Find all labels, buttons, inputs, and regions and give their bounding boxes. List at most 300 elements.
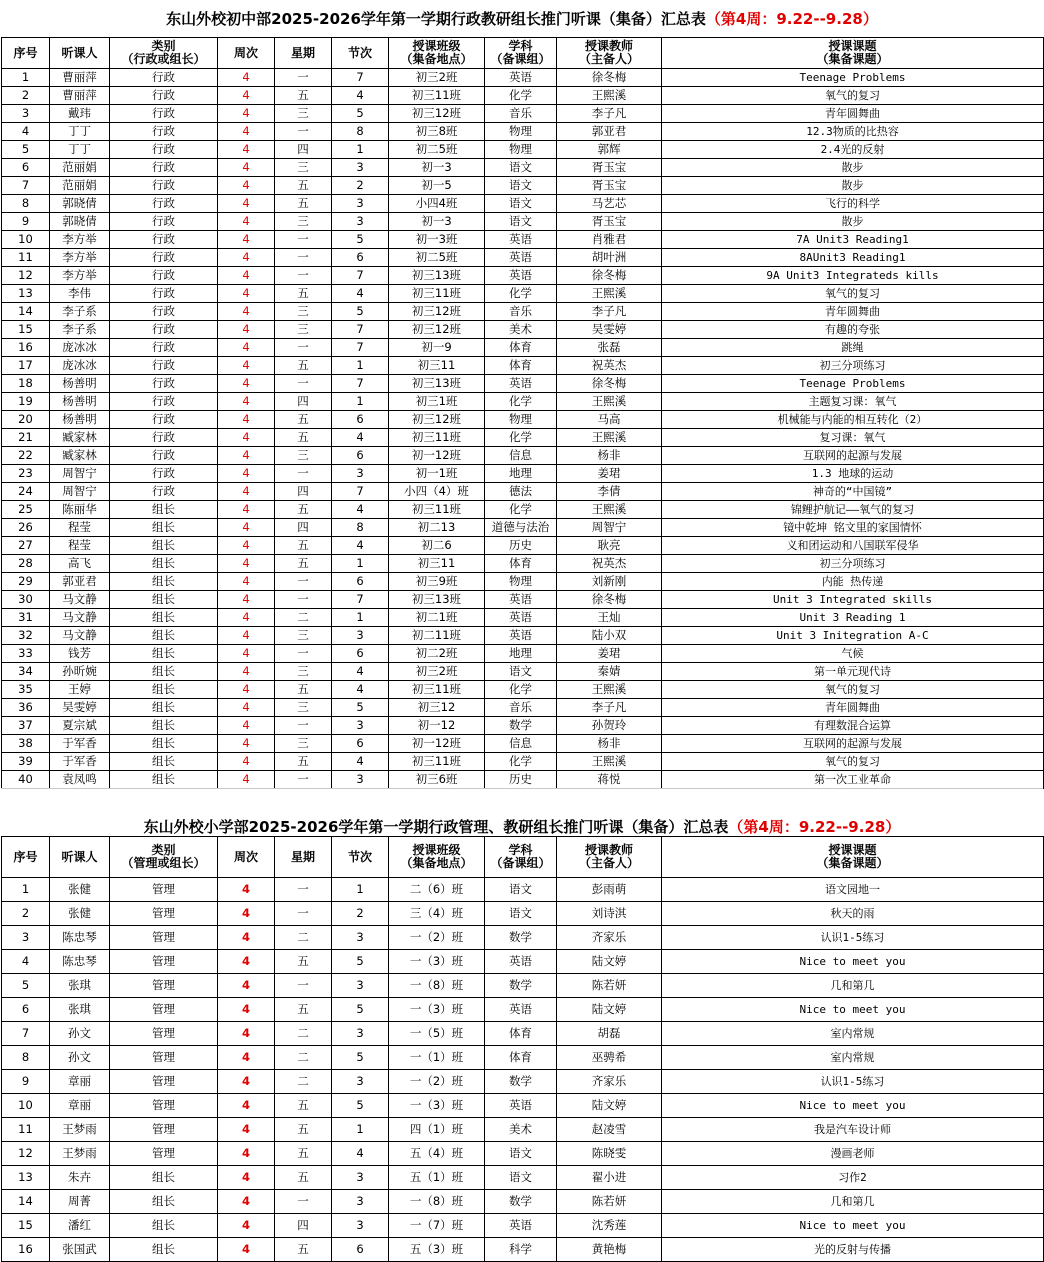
cell-teacher: 刘诗淇	[557, 902, 662, 926]
cell-weekday: 五	[275, 177, 332, 195]
header-text: 授课课题	[828, 843, 877, 857]
cell-subject: 信息	[485, 735, 557, 753]
cell-period: 3	[332, 213, 389, 231]
cell-category: 行政	[110, 411, 218, 429]
cell-index: 3	[2, 105, 50, 123]
cell-weekday: 四	[275, 1214, 332, 1238]
cell-observer: 张国武	[50, 1238, 110, 1262]
cell-index: 8	[2, 1046, 50, 1070]
cell-period: 3	[332, 717, 389, 735]
cell-period: 7	[332, 267, 389, 285]
table-row	[2, 411, 1044, 429]
cell-week: 4	[218, 177, 275, 195]
cell-subject: 化学	[485, 501, 557, 519]
cell-teacher: 陈晓雯	[557, 1142, 662, 1166]
cell-class: 五（3）班	[389, 1238, 485, 1262]
cell-subject: 语文	[485, 663, 557, 681]
table-row	[2, 267, 1044, 285]
cell-period: 3	[332, 771, 389, 789]
cell-class: 初三2班	[389, 69, 485, 87]
cell-class: 五（4）班	[389, 1142, 485, 1166]
cell-weekday: 一	[275, 573, 332, 591]
cell-weekday: 四	[275, 141, 332, 159]
cell-teacher: 祝英杰	[557, 357, 662, 375]
cell-weekday: 三	[275, 105, 332, 123]
cell-teacher: 巫骋希	[557, 1046, 662, 1070]
cell-index: 38	[2, 735, 50, 753]
cell-teacher: 王熙溪	[557, 393, 662, 411]
cell-weekday: 一	[275, 249, 332, 267]
cell-observer: 范丽娟	[50, 159, 110, 177]
cell-teacher: 姜珺	[557, 645, 662, 663]
cell-category: 行政	[110, 177, 218, 195]
junior-table	[1, 37, 1044, 789]
cell-teacher: 王熙溪	[557, 501, 662, 519]
cell-category: 组长	[110, 663, 218, 681]
cell-topic: 认识1-5练习	[662, 1070, 1044, 1094]
cell-weekday: 一	[275, 591, 332, 609]
cell-weekday: 五	[275, 1238, 332, 1262]
cell-subject: 化学	[485, 681, 557, 699]
header-text: 星期	[290, 45, 315, 60]
table-row	[2, 429, 1044, 447]
cell-observer: 丁丁	[50, 141, 110, 159]
header-subject	[485, 837, 557, 878]
cell-subject: 数学	[485, 717, 557, 735]
cell-observer: 杨善明	[50, 411, 110, 429]
cell-subject: 语文	[485, 177, 557, 195]
cell-topic: 1.3 地球的运动	[662, 465, 1044, 483]
header-text: 授课班级	[412, 39, 461, 53]
header-text: 节次	[347, 849, 372, 864]
header-week	[218, 38, 275, 69]
cell-topic: 8AUnit3 Reading1	[662, 249, 1044, 267]
cell-week: 4	[218, 1166, 275, 1190]
cell-index: 4	[2, 123, 50, 141]
cell-period: 5	[332, 303, 389, 321]
cell-topic: 几和第几	[662, 1190, 1044, 1214]
cell-teacher: 祝英杰	[557, 555, 662, 573]
cell-class: 初一9	[389, 339, 485, 357]
cell-week: 4	[218, 717, 275, 735]
table-row	[2, 249, 1044, 267]
cell-teacher: 陆文婷	[557, 998, 662, 1022]
table-row	[2, 519, 1044, 537]
cell-teacher: 杨非	[557, 735, 662, 753]
cell-subject: 信息	[485, 447, 557, 465]
cell-weekday: 一	[275, 123, 332, 141]
cell-observer: 孙文	[50, 1046, 110, 1070]
cell-index: 6	[2, 159, 50, 177]
cell-period: 3	[332, 1190, 389, 1214]
cell-period: 6	[332, 1238, 389, 1262]
cell-class: 初三11班	[389, 429, 485, 447]
cell-week: 4	[218, 105, 275, 123]
cell-subject: 英语	[485, 998, 557, 1022]
cell-topic: 2.4光的反射	[662, 141, 1044, 159]
cell-weekday: 五	[275, 87, 332, 105]
table-row	[2, 357, 1044, 375]
cell-teacher: 徐冬梅	[557, 69, 662, 87]
cell-observer: 李伟	[50, 285, 110, 303]
cell-period: 1	[332, 357, 389, 375]
cell-period: 2	[332, 902, 389, 926]
cell-subject: 体育	[485, 1022, 557, 1046]
cell-subject: 物理	[485, 573, 557, 591]
cell-week: 4	[218, 1022, 275, 1046]
cell-subject: 语文	[485, 1166, 557, 1190]
cell-week: 4	[218, 357, 275, 375]
cell-subject: 英语	[485, 249, 557, 267]
table-row	[2, 321, 1044, 339]
cell-period: 8	[332, 519, 389, 537]
cell-period: 4	[332, 285, 389, 303]
cell-category: 行政	[110, 303, 218, 321]
cell-observer: 马文静	[50, 627, 110, 645]
cell-period: 7	[332, 591, 389, 609]
cell-teacher: 王熙溪	[557, 753, 662, 771]
table-row	[2, 69, 1044, 87]
cell-topic: 有理数混合运算	[662, 717, 1044, 735]
cell-weekday: 五	[275, 1142, 332, 1166]
cell-index: 7	[2, 1022, 50, 1046]
header-topic	[662, 38, 1044, 69]
cell-index: 8	[2, 195, 50, 213]
cell-weekday: 二	[275, 609, 332, 627]
cell-teacher: 徐冬梅	[557, 375, 662, 393]
cell-index: 34	[2, 663, 50, 681]
header-weekday	[275, 837, 332, 878]
cell-weekday: 五	[275, 998, 332, 1022]
cell-teacher: 徐冬梅	[557, 267, 662, 285]
table-row	[2, 717, 1044, 735]
cell-observer: 周智宁	[50, 483, 110, 501]
table-row	[2, 555, 1044, 573]
table-row	[2, 213, 1044, 231]
header-text: 学科	[508, 843, 533, 857]
cell-subject: 英语	[485, 950, 557, 974]
cell-period: 1	[332, 141, 389, 159]
cell-teacher: 陆文婷	[557, 950, 662, 974]
cell-index: 36	[2, 699, 50, 717]
cell-class: 初一12班	[389, 735, 485, 753]
cell-weekday: 一	[275, 231, 332, 249]
cell-class: 一（7）班	[389, 1214, 485, 1238]
cell-week: 4	[218, 321, 275, 339]
cell-observer: 郭晓倩	[50, 195, 110, 213]
cell-class: 三（4）班	[389, 902, 485, 926]
cell-subject: 物理	[485, 411, 557, 429]
cell-category: 组长	[110, 771, 218, 789]
cell-index: 13	[2, 285, 50, 303]
cell-subject: 英语	[485, 1214, 557, 1238]
cell-class: 一（1）班	[389, 1046, 485, 1070]
cell-teacher: 沈秀莲	[557, 1214, 662, 1238]
cell-observer: 吴雯婷	[50, 699, 110, 717]
header-text: 节次	[347, 45, 372, 60]
cell-category: 组长	[110, 1238, 218, 1262]
header-class	[389, 38, 485, 69]
table-row	[2, 1238, 1044, 1262]
cell-category: 组长	[110, 717, 218, 735]
header-subject	[485, 38, 557, 69]
cell-period: 4	[332, 753, 389, 771]
cell-topic: 秋天的雨	[662, 902, 1044, 926]
cell-week: 4	[218, 303, 275, 321]
cell-index: 39	[2, 753, 50, 771]
cell-index: 35	[2, 681, 50, 699]
cell-period: 1	[332, 393, 389, 411]
header-topic	[662, 837, 1044, 878]
cell-observer: 王梦雨	[50, 1118, 110, 1142]
cell-week: 4	[218, 735, 275, 753]
cell-class: 一（2）班	[389, 1070, 485, 1094]
cell-week: 4	[218, 753, 275, 771]
header-text: （主备人）	[578, 856, 639, 870]
cell-week: 4	[218, 159, 275, 177]
cell-topic: Nice to meet you	[662, 998, 1044, 1022]
cell-teacher: 齐家乐	[557, 926, 662, 950]
cell-category: 组长	[110, 573, 218, 591]
cell-topic: 室内常规	[662, 1046, 1044, 1070]
cell-index: 16	[2, 1238, 50, 1262]
cell-teacher: 李子凡	[557, 303, 662, 321]
cell-teacher: 孙贺玲	[557, 717, 662, 735]
table-row	[2, 285, 1044, 303]
cell-weekday: 一	[275, 339, 332, 357]
cell-subject: 化学	[485, 285, 557, 303]
cell-category: 行政	[110, 483, 218, 501]
table-row	[2, 123, 1044, 141]
cell-category: 管理	[110, 926, 218, 950]
cell-week: 4	[218, 69, 275, 87]
cell-topic: 漫画老师	[662, 1142, 1044, 1166]
cell-period: 5	[332, 1094, 389, 1118]
table-row	[2, 537, 1044, 555]
cell-week: 4	[218, 141, 275, 159]
cell-week: 4	[218, 645, 275, 663]
cell-class: 初三11班	[389, 681, 485, 699]
cell-class: 初二2班	[389, 645, 485, 663]
table-row	[2, 1190, 1044, 1214]
cell-weekday: 一	[275, 878, 332, 902]
header-period	[332, 38, 389, 69]
table-row	[2, 87, 1044, 105]
cell-index: 13	[2, 1166, 50, 1190]
header-observer	[50, 837, 110, 878]
cell-class: 一（3）班	[389, 1094, 485, 1118]
cell-category: 组长	[110, 627, 218, 645]
cell-class: 初二13	[389, 519, 485, 537]
cell-week: 4	[218, 1118, 275, 1142]
cell-week: 4	[218, 1094, 275, 1118]
cell-observer: 于军香	[50, 735, 110, 753]
cell-observer: 郭亚君	[50, 573, 110, 591]
cell-index: 3	[2, 926, 50, 950]
cell-period: 1	[332, 878, 389, 902]
cell-weekday: 三	[275, 447, 332, 465]
cell-index: 19	[2, 393, 50, 411]
cell-week: 4	[218, 609, 275, 627]
cell-subject: 语文	[485, 902, 557, 926]
cell-subject: 物理	[485, 123, 557, 141]
cell-observer: 李方举	[50, 267, 110, 285]
cell-class: 初三11班	[389, 501, 485, 519]
table-row	[2, 447, 1044, 465]
cell-period: 6	[332, 573, 389, 591]
cell-index: 11	[2, 249, 50, 267]
header-text: 学科	[508, 39, 533, 53]
cell-index: 17	[2, 357, 50, 375]
header-row	[2, 837, 1044, 878]
cell-topic: 青年圆舞曲	[662, 699, 1044, 717]
junior-title-week: （第4周：9.22--9.28）	[705, 10, 878, 28]
cell-period: 5	[332, 231, 389, 249]
cell-teacher: 胡叶洲	[557, 249, 662, 267]
cell-observer: 张健	[50, 878, 110, 902]
cell-observer: 周智宁	[50, 465, 110, 483]
cell-teacher: 徐冬梅	[557, 591, 662, 609]
cell-subject: 地理	[485, 465, 557, 483]
primary-title-week: （第4周：9.22--9.28）	[728, 818, 901, 836]
table-row	[2, 735, 1044, 753]
cell-index: 29	[2, 573, 50, 591]
header-text: 听课人	[61, 45, 98, 60]
cell-topic: 第一次工业革命	[662, 771, 1044, 789]
table-row	[2, 627, 1044, 645]
cell-weekday: 四	[275, 519, 332, 537]
cell-index: 20	[2, 411, 50, 429]
cell-observer: 孙文	[50, 1022, 110, 1046]
cell-subject: 历史	[485, 771, 557, 789]
cell-topic: 9A Unit3 Integrateds kills	[662, 267, 1044, 285]
cell-week: 4	[218, 902, 275, 926]
cell-topic: 散步	[662, 177, 1044, 195]
cell-topic: 认识1-5练习	[662, 926, 1044, 950]
cell-weekday: 三	[275, 159, 332, 177]
cell-subject: 英语	[485, 627, 557, 645]
cell-observer: 袁凤鸣	[50, 771, 110, 789]
primary-table	[1, 836, 1044, 1262]
cell-category: 管理	[110, 1070, 218, 1094]
cell-class: 初二1班	[389, 609, 485, 627]
cell-class: 初三1班	[389, 393, 485, 411]
table-row	[2, 1022, 1044, 1046]
cell-period: 3	[332, 159, 389, 177]
cell-subject: 化学	[485, 87, 557, 105]
cell-class: 初二5班	[389, 249, 485, 267]
table-row	[2, 159, 1044, 177]
cell-subject: 地理	[485, 645, 557, 663]
cell-weekday: 三	[275, 627, 332, 645]
cell-weekday: 一	[275, 974, 332, 998]
cell-observer: 庞冰冰	[50, 339, 110, 357]
cell-observer: 李子系	[50, 303, 110, 321]
cell-weekday: 三	[275, 735, 332, 753]
cell-class: 初三8班	[389, 123, 485, 141]
cell-teacher: 陆文婷	[557, 1094, 662, 1118]
table-row	[2, 1214, 1044, 1238]
cell-class: 初三12班	[389, 105, 485, 123]
cell-category: 组长	[110, 555, 218, 573]
cell-class: 四（1）班	[389, 1118, 485, 1142]
cell-teacher: 彭雨萌	[557, 878, 662, 902]
cell-subject: 数学	[485, 926, 557, 950]
cell-subject: 化学	[485, 753, 557, 771]
cell-category: 行政	[110, 87, 218, 105]
cell-period: 5	[332, 998, 389, 1022]
cell-week: 4	[218, 465, 275, 483]
cell-observer: 高飞	[50, 555, 110, 573]
cell-class: 小四（4）班	[389, 483, 485, 501]
cell-teacher: 周智宁	[557, 519, 662, 537]
cell-subject: 英语	[485, 231, 557, 249]
cell-observer: 范丽娟	[50, 177, 110, 195]
cell-observer: 曹丽萍	[50, 69, 110, 87]
table-row	[2, 926, 1044, 950]
cell-category: 行政	[110, 285, 218, 303]
table-row	[2, 1094, 1044, 1118]
cell-period: 7	[332, 321, 389, 339]
cell-category: 组长	[110, 681, 218, 699]
cell-teacher: 马高	[557, 411, 662, 429]
cell-index: 14	[2, 303, 50, 321]
cell-index: 1	[2, 878, 50, 902]
cell-teacher: 耿亮	[557, 537, 662, 555]
cell-week: 4	[218, 771, 275, 789]
table-row	[2, 645, 1044, 663]
cell-observer: 张琪	[50, 974, 110, 998]
table-row	[2, 231, 1044, 249]
cell-week: 4	[218, 591, 275, 609]
cell-category: 行政	[110, 267, 218, 285]
cell-topic: 散步	[662, 213, 1044, 231]
cell-weekday: 三	[275, 213, 332, 231]
header-text: （备课组）	[490, 856, 551, 870]
header-text: （备课组）	[490, 52, 551, 66]
cell-weekday: 一	[275, 645, 332, 663]
cell-index: 4	[2, 950, 50, 974]
cell-period: 3	[332, 195, 389, 213]
cell-teacher: 王熙溪	[557, 429, 662, 447]
cell-observer: 曹丽萍	[50, 87, 110, 105]
cell-period: 1	[332, 609, 389, 627]
cell-class: 一（5）班	[389, 1022, 485, 1046]
cell-category: 行政	[110, 447, 218, 465]
cell-teacher: 马艺芯	[557, 195, 662, 213]
cell-observer: 李方举	[50, 231, 110, 249]
cell-topic: 氧气的复习	[662, 753, 1044, 771]
cell-index: 6	[2, 998, 50, 1022]
cell-category: 组长	[110, 537, 218, 555]
cell-weekday: 五	[275, 1094, 332, 1118]
table-row	[2, 465, 1044, 483]
cell-index: 7	[2, 177, 50, 195]
cell-category: 行政	[110, 159, 218, 177]
cell-observer: 李方举	[50, 249, 110, 267]
cell-class: 初一3	[389, 213, 485, 231]
cell-teacher: 李子凡	[557, 699, 662, 717]
cell-observer: 夏宗斌	[50, 717, 110, 735]
cell-period: 6	[332, 447, 389, 465]
cell-topic: Teenage Problems	[662, 69, 1044, 87]
cell-subject: 德法	[485, 483, 557, 501]
cell-weekday: 五	[275, 195, 332, 213]
cell-subject: 物理	[485, 141, 557, 159]
cell-class: 初三12班	[389, 411, 485, 429]
table-row	[2, 1166, 1044, 1190]
cell-topic: 氧气的复习	[662, 285, 1044, 303]
